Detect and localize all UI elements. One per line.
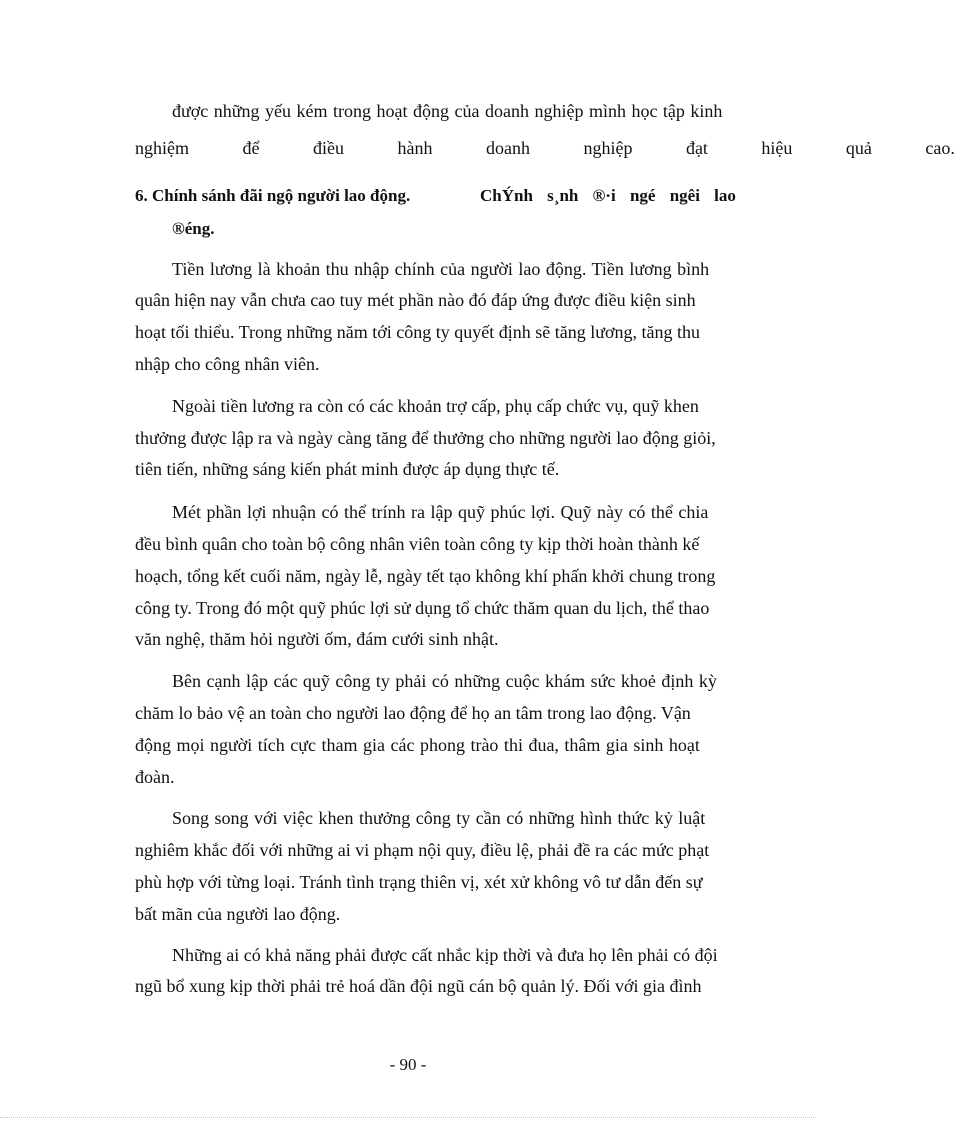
section-heading-garbled: ChÝnh s¸nh ®·i ngé ngêi lao	[480, 186, 736, 205]
paragraph-line: ngũ bổ xung kịp thời phải trẻ hoá dần đội ngũ cán bộ quản lý. Đối với gia đình	[135, 976, 702, 996]
section-heading: 6. Chính sánh đãi ngộ người lao động.	[135, 186, 411, 205]
paragraph-line: Song song với việc khen thưởng công ty cần có những hình thức kỷ luật	[172, 808, 706, 828]
paragraph-line: đoàn.	[135, 767, 175, 787]
paragraph-line: nhập cho công nhân viên.	[135, 354, 320, 374]
paragraph-line: chăm lo bảo vệ an toàn cho người lao động để họ an tâm trong lao động. Vận	[135, 703, 691, 723]
paragraph-line: được những yếu kém trong hoạt động của doanh nghiệp mình học tập kinh	[172, 101, 723, 121]
page-bottom-divider	[0, 1117, 816, 1118]
paragraph-line: thưởng được lập ra và ngày càng tăng để thưởng cho những người lao động giỏi,	[135, 428, 716, 448]
paragraph-line: hoạt tối thiểu. Trong những năm tới công ty quyết định sẽ tăng lương, tăng thu	[135, 322, 701, 342]
paragraph-line: nghiêm khắc đối với những ai vi phạm nội quy, điều lệ, phải đề ra các mức phạt	[135, 840, 710, 860]
paragraph-line: Những ai có khả năng phải được cất nhắc kịp thời và đưa họ lên phải có đội	[172, 945, 718, 965]
paragraph-line: phù hợp với từng loại. Tránh tình trạng thiên vị, xét xử không vô tư dẫn đến sự	[135, 872, 703, 892]
paragraph-line: động mọi người tích cực tham gia các phong trào thi đua, thâm gia sinh hoạt	[135, 735, 700, 755]
paragraph-line: văn nghệ, thăm hỏi người ốm, đám cưới sinh nhật.	[135, 629, 499, 649]
section-heading-garbled-continued: ®éng.	[172, 219, 215, 238]
paragraph-line: công ty. Trong đó một quỹ phúc lợi sử dụng tổ chức thăm quan du lịch, thể thao	[135, 598, 710, 618]
paragraph-line: tiên tiến, những sáng kiến phát minh được áp dụng thực tế.	[135, 459, 560, 479]
paragraph-line: bất mãn của người lao động.	[135, 904, 341, 924]
paragraph-line: Mét phần lợi nhuận có thể trính ra lập quỹ phúc lợi. Quỹ này có thể chia	[172, 502, 709, 522]
paragraph-line: hoạch, tổng kết cuối năm, ngày lễ, ngày tết tạo không khí phấn khởi chung trong	[135, 566, 716, 586]
paragraph-line: nghiệm để điều hành doanh nghiệp đạt hiệu quả cao.	[135, 138, 955, 158]
paragraph-line: quân hiện nay vẫn chưa cao tuy mét phần nào đó đáp ứng được điều kiện sinh	[135, 290, 696, 310]
page-number: - 90 -	[389, 1055, 427, 1074]
paragraph-line: Bên cạnh lập các quỹ công ty phải có những cuộc khám sức khoẻ định kỳ	[172, 671, 717, 691]
justified-paragraph-line	[135, 138, 955, 158]
paragraph-line: đều bình quân cho toàn bộ công nhân viên toàn công ty kịp thời hoàn thành kế	[135, 534, 700, 554]
paragraph-line: Tiền lương là khoản thu nhập chính của người lao động. Tiền lương bình	[172, 259, 710, 279]
paragraph-line: Ngoài tiền lương ra còn có các khoản trợ cấp, phụ cấp chức vụ, quỹ khen	[172, 396, 699, 416]
